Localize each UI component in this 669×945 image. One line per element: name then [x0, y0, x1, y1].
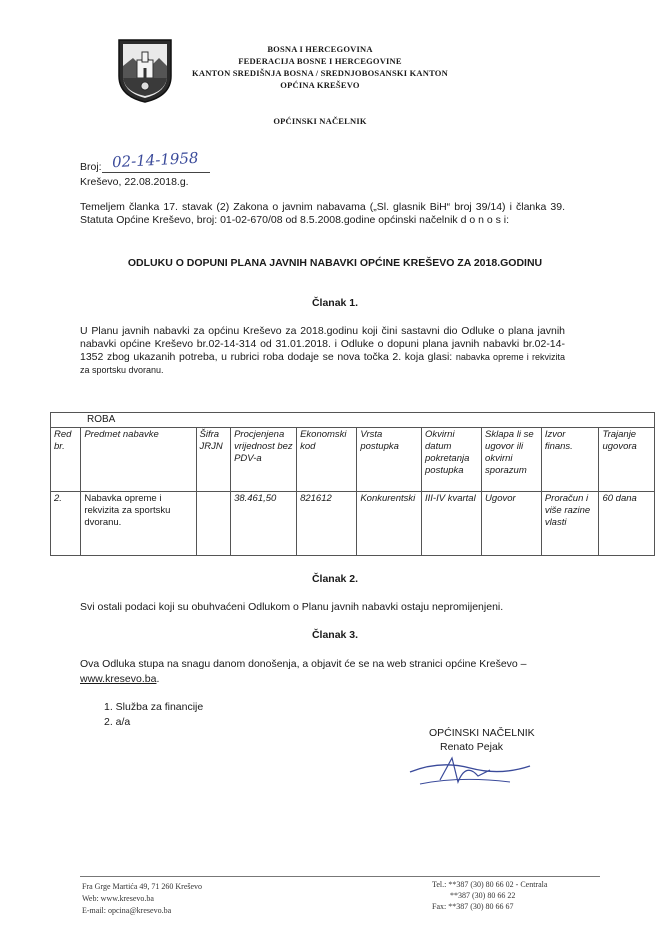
broj-handwritten-value: 02-14-1958	[111, 148, 199, 172]
broj-underline	[102, 172, 210, 173]
article1-body: U Planu javnih nabavki za općinu Kreševo za 2018.godinu koji čini sastavni dio Odluke o plana javnih nabavki općine Kreševo br.02-14-314 od 31.01.2018. i Odluke o dopuni plana javnih nabavki br.02-14-1352 zbog ukazanih potreba, u rubrici roba dodaje se nova točka 2. koja glasi:	[80, 325, 565, 363]
distribution-item-2: 2. a/a	[104, 716, 131, 728]
website-link[interactable]: www.kresevo.ba	[80, 673, 157, 685]
footer-email: E-mail: opcina@kresevo.ba	[82, 906, 172, 915]
intro-paragraph: Temeljem članka 17. stavak (2) Zakona o javnim nabavama („Sl. glasnik BiH“ broj 39/14) i članka 39. Statuta Općine Kreševo, broj: 01-02-670/08 od 8.5.2008.godine općinski načelnik d o n o s i:	[80, 201, 565, 226]
table-row	[51, 492, 655, 556]
cell-vrsta-postupka: Konkurentski	[357, 492, 422, 556]
th-red-br: Red br.	[51, 428, 81, 492]
place-date: Kreševo, 22.08.2018.g.	[80, 176, 189, 188]
footer-tel: Tel.: **387 (30) 80 66 02 - Centrala	[432, 880, 548, 889]
cell-sifra	[196, 492, 231, 556]
th-vrsta-postupka: Vrsta postupka	[357, 428, 422, 492]
header-office: OPĆINSKI NAČELNIK	[273, 116, 367, 126]
article2-heading: Članak 2.	[311, 573, 359, 585]
article3-link-line	[80, 673, 159, 686]
article3-heading: Članak 3.	[311, 629, 359, 641]
th-izvor: Izvor finans.	[541, 428, 599, 492]
header-municipality: OPĆINA KREŠEVO	[280, 80, 360, 90]
header-federation: FEDERACIJA BOSNE I HERCEGOVINE	[238, 56, 402, 66]
footer-fax: Fax: **387 (30) 80 66 67	[432, 902, 514, 911]
article2-text: Svi ostali podaci koji su obuhvaćeni Odlukom o Planu javnih nabavki ostaju nepromijenjeni.	[80, 601, 504, 613]
th-sifra: Šifra JRJN	[196, 428, 231, 492]
table-section-roba: ROBA	[51, 413, 655, 428]
signature-name: Renato Pejak	[440, 741, 504, 753]
broj-label: Broj:	[80, 161, 102, 173]
footer-web: Web: www.kresevo.ba	[82, 894, 154, 903]
th-predmet: Predmet nabavke	[81, 428, 196, 492]
article3-text: Ova Odluka stupa na snagu danom donošenja, a objavit će se na web stranici općine Kreševo –	[80, 658, 527, 670]
th-ekonomski-kod: Ekonomski kod	[297, 428, 357, 492]
footer-divider	[80, 876, 600, 877]
handwritten-signature	[400, 752, 540, 797]
decision-title: ODLUKU O DOPUNI PLANA JAVNIH NABAVKI OPĆINE KREŠEVO ZA 2018.GODINU	[127, 257, 543, 269]
website-link-suffix: .	[156, 673, 160, 685]
cell-predmet: Nabavka opreme i rekvizita za sportsku dvoranu.	[81, 492, 196, 556]
article1-text	[80, 325, 565, 377]
distribution-item-1: 1. Služba za financije	[104, 701, 204, 713]
footer-address: Fra Grge Martića 49, 71 260 Kreševo	[82, 882, 203, 891]
cell-ekonomski-kod: 821612	[297, 492, 357, 556]
cell-vrijednost: 38.461,50	[231, 492, 297, 556]
th-okvirni-datum: Okvirni datum pokretanja postupka	[422, 428, 482, 492]
table-header-row	[51, 428, 655, 492]
cell-red-br: 2.	[51, 492, 81, 556]
municipality-crest-logo	[117, 38, 173, 104]
signature-title: OPĆINSKI NAČELNIK	[429, 727, 535, 739]
article1-heading: Članak 1.	[311, 297, 359, 309]
footer-tel2: **387 (30) 80 66 22	[450, 891, 516, 900]
th-vrijednost: Procjenjena vrijednost bez PDV-a	[231, 428, 297, 492]
cell-ugovor: Ugovor	[482, 492, 542, 556]
cell-izvor: Proračun i više razine vlasti	[541, 492, 599, 556]
header-canton: KANTON SREDIŠNJA BOSNA / SREDNJOBOSANSKI KANTON	[192, 68, 448, 78]
article1-text-tail: nabavka opreme i rekvizita za sportsku dvoranu.	[80, 352, 565, 375]
procurement-table	[50, 412, 655, 556]
th-ugovor: Sklapa li se ugovor ili okvirni sporazum	[482, 428, 542, 492]
th-trajanje: Trajanje ugovora	[599, 428, 655, 492]
cell-okvirni-datum: III-IV kvartal	[422, 492, 482, 556]
header-country: BOSNA I HERCEGOVINA	[267, 44, 373, 54]
cell-trajanje: 60 dana	[599, 492, 655, 556]
